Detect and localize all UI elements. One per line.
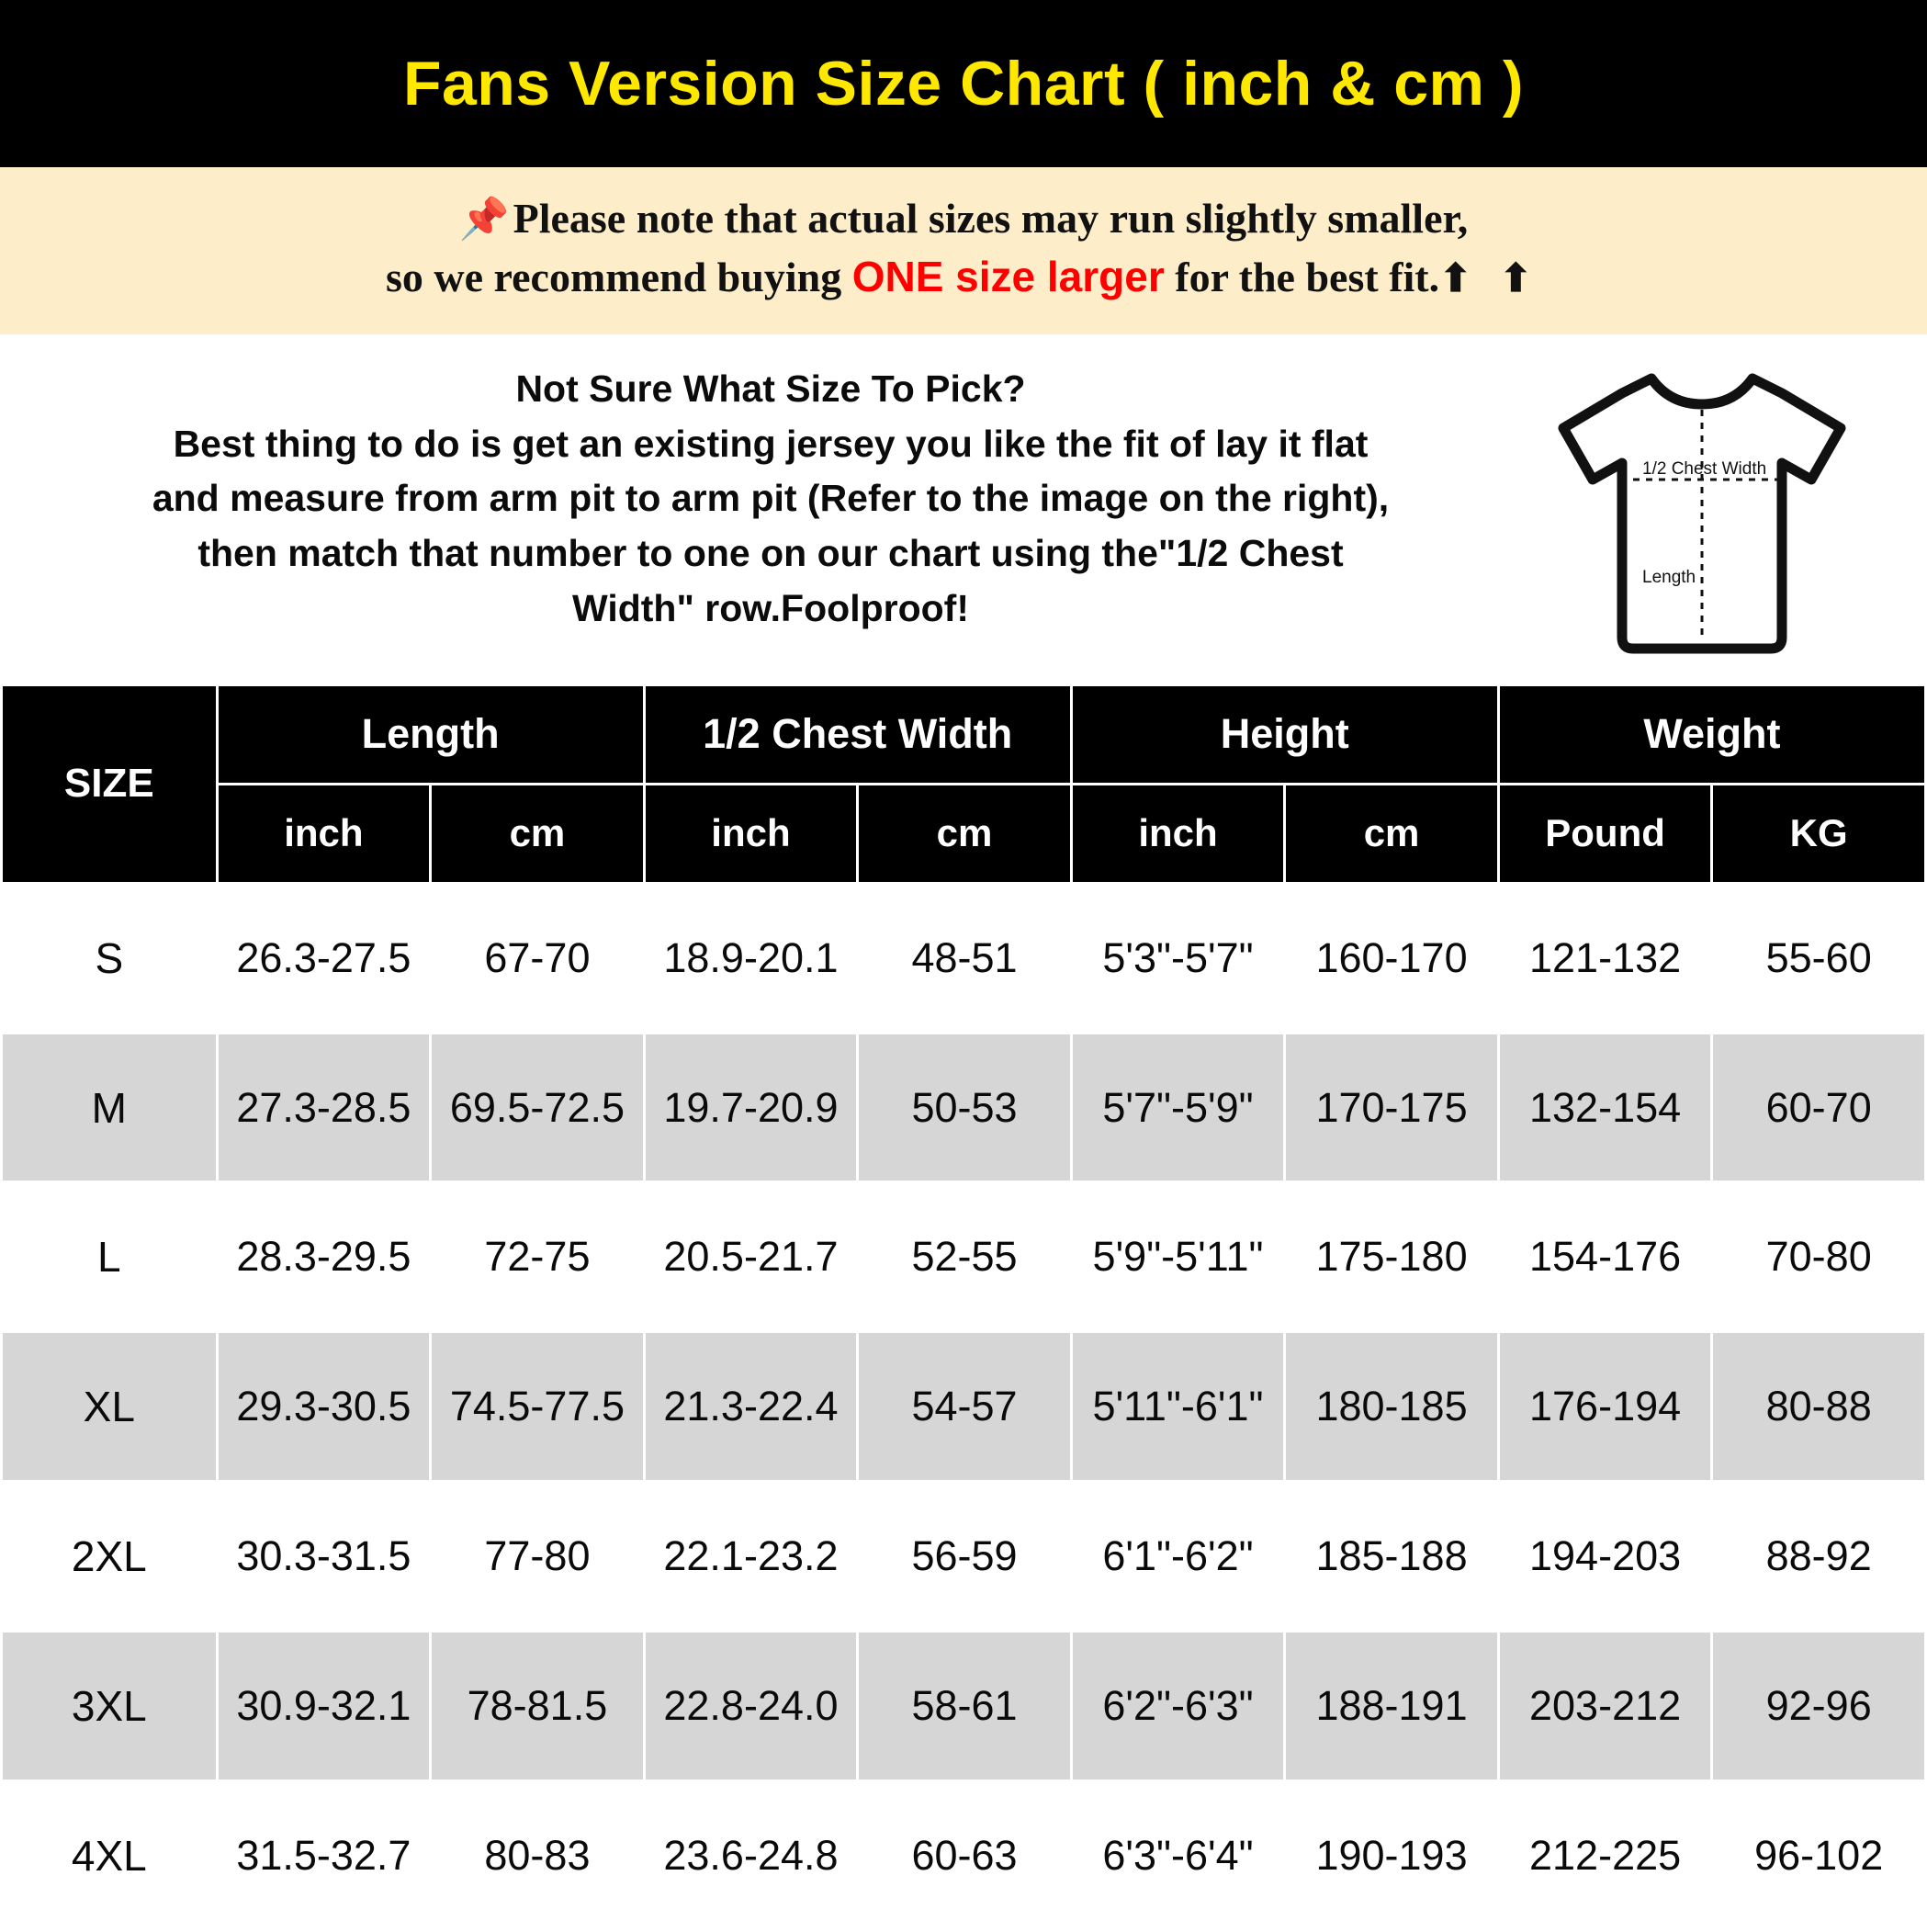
note-line-2 [37, 248, 1890, 307]
cell-size: S [2, 883, 218, 1033]
advice-line-3: then match that number to one on our chart using the"1/2 Chest [197, 532, 1344, 575]
cell-weight-kg: 60-70 [1712, 1033, 1926, 1182]
cell-chest-cm: 50-53 [858, 1033, 1072, 1182]
cell-height-cm: 170-175 [1285, 1033, 1499, 1182]
cell-weight-kg: 88-92 [1712, 1482, 1926, 1632]
cell-length-inch: 31.5-32.7 [217, 1781, 431, 1931]
cell-weight-pound: 194-203 [1498, 1482, 1712, 1632]
advice-section [0, 338, 1927, 684]
table-row [2, 1332, 1926, 1482]
header-unit-chest-cm: cm [858, 784, 1072, 883]
header-unit-length-cm: cm [431, 784, 645, 883]
title-bar [0, 0, 1927, 167]
header-group-weight: Weight [1498, 684, 1925, 784]
table-row [2, 1182, 1926, 1332]
cell-weight-pound: 203-212 [1498, 1632, 1712, 1781]
cell-height-cm: 180-185 [1285, 1332, 1499, 1482]
cell-weight-kg: 80-88 [1712, 1332, 1926, 1482]
cell-size: 2XL [2, 1482, 218, 1632]
cell-weight-kg: 96-102 [1712, 1781, 1926, 1931]
table-row [2, 883, 1926, 1033]
cell-length-cm: 67-70 [431, 883, 645, 1033]
cell-length-inch: 30.9-32.1 [217, 1632, 431, 1781]
note-text-2b: for the best fit. [1164, 253, 1440, 300]
header-unit-height-cm: cm [1285, 784, 1499, 883]
cell-weight-kg: 92-96 [1712, 1632, 1926, 1781]
note-emphasis: ONE size larger [851, 252, 1165, 300]
cell-length-cm: 78-81.5 [431, 1632, 645, 1781]
header-group-height: Height [1071, 684, 1498, 784]
cell-height-cm: 188-191 [1285, 1632, 1499, 1781]
cell-chest-cm: 58-61 [858, 1632, 1072, 1781]
cell-length-inch: 26.3-27.5 [217, 883, 431, 1033]
cell-chest-inch: 18.9-20.1 [644, 883, 858, 1033]
advice-text [18, 362, 1514, 637]
table-head [2, 684, 1926, 883]
cell-height-cm: 190-193 [1285, 1781, 1499, 1931]
table-header-groups [2, 684, 1926, 784]
cell-chest-inch: 20.5-21.7 [644, 1182, 858, 1332]
cell-height-cm: 185-188 [1285, 1482, 1499, 1632]
cell-length-inch: 27.3-28.5 [217, 1033, 431, 1182]
table-header-units [2, 784, 1926, 883]
cell-length-inch: 28.3-29.5 [217, 1182, 431, 1332]
cell-height-cm: 160-170 [1285, 883, 1499, 1033]
cell-length-inch: 29.3-30.5 [217, 1332, 431, 1482]
cell-height-inch: 6'1"-6'2" [1071, 1482, 1285, 1632]
header-unit-height-inch: inch [1071, 784, 1285, 883]
cell-length-cm: 69.5-72.5 [431, 1033, 645, 1182]
pushpin-icon: 📌 [458, 197, 510, 242]
cell-size: M [2, 1033, 218, 1182]
cell-weight-pound: 154-176 [1498, 1182, 1712, 1332]
note-text-2a: so we recommend buying [385, 253, 852, 300]
cell-weight-pound: 121-132 [1498, 883, 1712, 1033]
cell-chest-inch: 19.7-20.9 [644, 1033, 858, 1182]
cell-length-cm: 74.5-77.5 [431, 1332, 645, 1482]
header-unit-chest-inch: inch [644, 784, 858, 883]
cell-length-cm: 72-75 [431, 1182, 645, 1332]
header-group-length: Length [217, 684, 644, 784]
tshirt-icon [1550, 362, 1854, 665]
cell-chest-inch: 23.6-24.8 [644, 1781, 858, 1931]
advice-line-4: Width" row.Foolproof! [572, 587, 969, 630]
cell-length-cm: 80-83 [431, 1781, 645, 1931]
table-row [2, 1482, 1926, 1632]
advice-heading: Not Sure What Size To Pick? [515, 367, 1026, 410]
cell-chest-cm: 60-63 [858, 1781, 1072, 1931]
table-row [2, 1632, 1926, 1781]
cell-chest-cm: 52-55 [858, 1182, 1072, 1332]
size-table-wrapper [0, 684, 1927, 1932]
header-unit-length-inch: inch [217, 784, 431, 883]
cell-weight-pound: 212-225 [1498, 1781, 1712, 1931]
cell-length-inch: 30.3-31.5 [217, 1482, 431, 1632]
up-arrows-icon: ⬆ ⬆ [1439, 257, 1541, 300]
cell-length-cm: 77-80 [431, 1482, 645, 1632]
cell-height-inch: 5'7"-5'9" [1071, 1033, 1285, 1182]
cell-size: L [2, 1182, 218, 1332]
note-banner [0, 167, 1927, 338]
cell-chest-inch: 22.8-24.0 [644, 1632, 858, 1781]
chest-width-label: 1/2 Chest Width [1642, 458, 1767, 479]
header-unit-weight-pound: Pound [1498, 784, 1712, 883]
cell-weight-kg: 55-60 [1712, 883, 1926, 1033]
page-title: Fans Version Size Chart ( inch & cm ) [402, 49, 1525, 119]
cell-size: 4XL [2, 1781, 218, 1931]
cell-size: XL [2, 1332, 218, 1482]
header-group-chest: 1/2 Chest Width [644, 684, 1071, 784]
cell-height-inch: 5'11"-6'1" [1071, 1332, 1285, 1482]
table-row [2, 1033, 1926, 1182]
advice-line-2: and measure from arm pit to arm pit (Refer to the image on the right), [152, 477, 1390, 520]
cell-chest-inch: 22.1-23.2 [644, 1482, 858, 1632]
cell-size: 3XL [2, 1632, 218, 1781]
note-text-1: Please note that actual sizes may run slightly smaller, [513, 195, 1469, 242]
cell-chest-inch: 21.3-22.4 [644, 1332, 858, 1482]
length-label: Length [1642, 567, 1696, 587]
cell-chest-cm: 48-51 [858, 883, 1072, 1033]
cell-height-inch: 5'3"-5'7" [1071, 883, 1285, 1033]
table-row [2, 1781, 1926, 1931]
table-body [2, 883, 1926, 1930]
size-table [0, 684, 1927, 1932]
cell-height-inch: 6'3"-6'4" [1071, 1781, 1285, 1931]
header-size: SIZE [2, 684, 218, 883]
cell-height-inch: 6'2"-6'3" [1071, 1632, 1285, 1781]
cell-chest-cm: 54-57 [858, 1332, 1072, 1482]
cell-chest-cm: 56-59 [858, 1482, 1072, 1632]
cell-weight-kg: 70-80 [1712, 1182, 1926, 1332]
cell-height-cm: 175-180 [1285, 1182, 1499, 1332]
cell-height-inch: 5'9"-5'11" [1071, 1182, 1285, 1332]
note-line-1 [37, 189, 1890, 248]
header-unit-weight-kg: KG [1712, 784, 1926, 883]
tshirt-diagram [1514, 362, 1909, 665]
cell-weight-pound: 176-194 [1498, 1332, 1712, 1482]
cell-weight-pound: 132-154 [1498, 1033, 1712, 1182]
advice-line-1: Best thing to do is get an existing jersey you like the fit of lay it flat [173, 422, 1369, 465]
